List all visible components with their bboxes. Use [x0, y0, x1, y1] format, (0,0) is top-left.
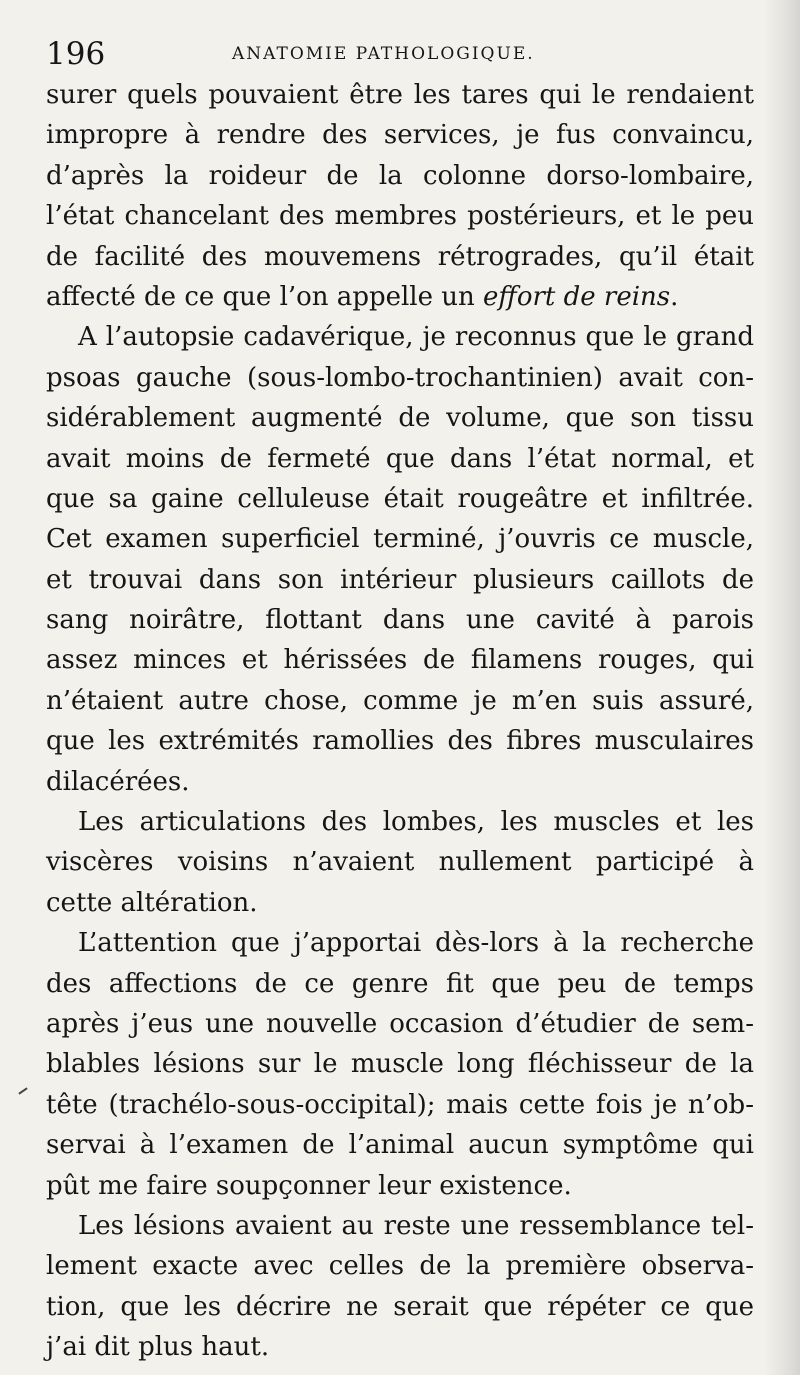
- italic-phrase: effort de reins: [483, 281, 671, 312]
- text-line: surer quels pouvaient être les tares qui le rendaient: [46, 80, 754, 110]
- text-span: affecté de ce que l’on appelle un: [46, 281, 484, 312]
- text-line: cette altération.: [46, 887, 258, 918]
- text-line: pût me faire soupçonner leur existence.: [46, 1170, 572, 1201]
- text-line: dilacérées.: [46, 766, 190, 797]
- text-line: d’après la roideur de la colonne dorso-lombaire,: [46, 160, 754, 191]
- page-number: 196: [46, 36, 106, 72]
- text-line: et trouvai dans son intérieur plusieurs caillots de: [46, 564, 754, 595]
- paragraph-first-line: A l’autopsie cadavérique, je reconnus que le grand: [78, 322, 754, 353]
- text-line: l’état chancelant des membres postérieurs, et le peu: [46, 201, 754, 232]
- text-line: tion, que les décrire ne serait que répéter ce que: [46, 1291, 754, 1322]
- text-line: des affections de ce genre fit que peu de temps: [46, 968, 754, 999]
- text-line: sang noirâtre, flottant dans une cavité à parois: [46, 605, 754, 636]
- paragraph-first-line: Les articulations des lombes, les muscles et les: [78, 807, 754, 838]
- text-span: .: [670, 281, 679, 312]
- text-line: viscères voisins n’avaient nullement participé à: [46, 847, 754, 878]
- page-header: [46, 34, 754, 76]
- body-text: [46, 75, 754, 1368]
- paragraph-first-line: L’attention que j’apportai dès-lors à la recherche: [78, 928, 754, 959]
- text-line: psoas gauche (sous-lombo-trochantinien) avait con-: [46, 362, 754, 393]
- text-line: j’ai dit plus haut.: [46, 1332, 270, 1363]
- text-line: tête (trachélo-sous-occipital); mais cette fois je n’ob-: [46, 1089, 754, 1120]
- text-line: après j’eus une nouvelle occasion d’étudier de sem-: [46, 1008, 754, 1039]
- text-line: impropre à rendre des services, je fus convaincu,: [46, 120, 754, 151]
- margin-mark: [18, 1087, 27, 1094]
- running-head: ANATOMIE PATHOLOGIQUE.: [232, 44, 535, 64]
- text-line: avait moins de fermeté que dans l’état normal, et: [46, 443, 754, 474]
- text-line: n’étaient autre chose, comme je m’en suis assuré,: [46, 685, 754, 716]
- paragraph-first-line: Les lésions avaient au reste une ressemblance tel-: [78, 1210, 754, 1241]
- text-line: sidérablement augmenté de volume, que son tissu: [46, 403, 754, 434]
- text-line: que sa gaine celluleuse était rougeâtre et infiltrée.: [46, 483, 754, 514]
- text-line: blables lésions sur le muscle long fléchisseur de la: [46, 1049, 754, 1080]
- text-line: de facilité des mouvemens rétrogrades, qu’il était: [46, 241, 754, 272]
- text-line: servai à l’examen de l’animal aucun symptôme qui: [46, 1130, 754, 1161]
- text-line: que les extrémités ramollies des fibres musculaires: [46, 726, 754, 757]
- text-line: [46, 277, 754, 317]
- text-line: assez minces et hérissées de filamens rouges, qui: [46, 645, 754, 676]
- text-line: lement exacte avec celles de la première observa-: [46, 1251, 754, 1282]
- text-line: Cet examen superficiel terminé, j’ouvris ce muscle,: [46, 524, 754, 555]
- page-edge-shadow: [764, 0, 800, 1375]
